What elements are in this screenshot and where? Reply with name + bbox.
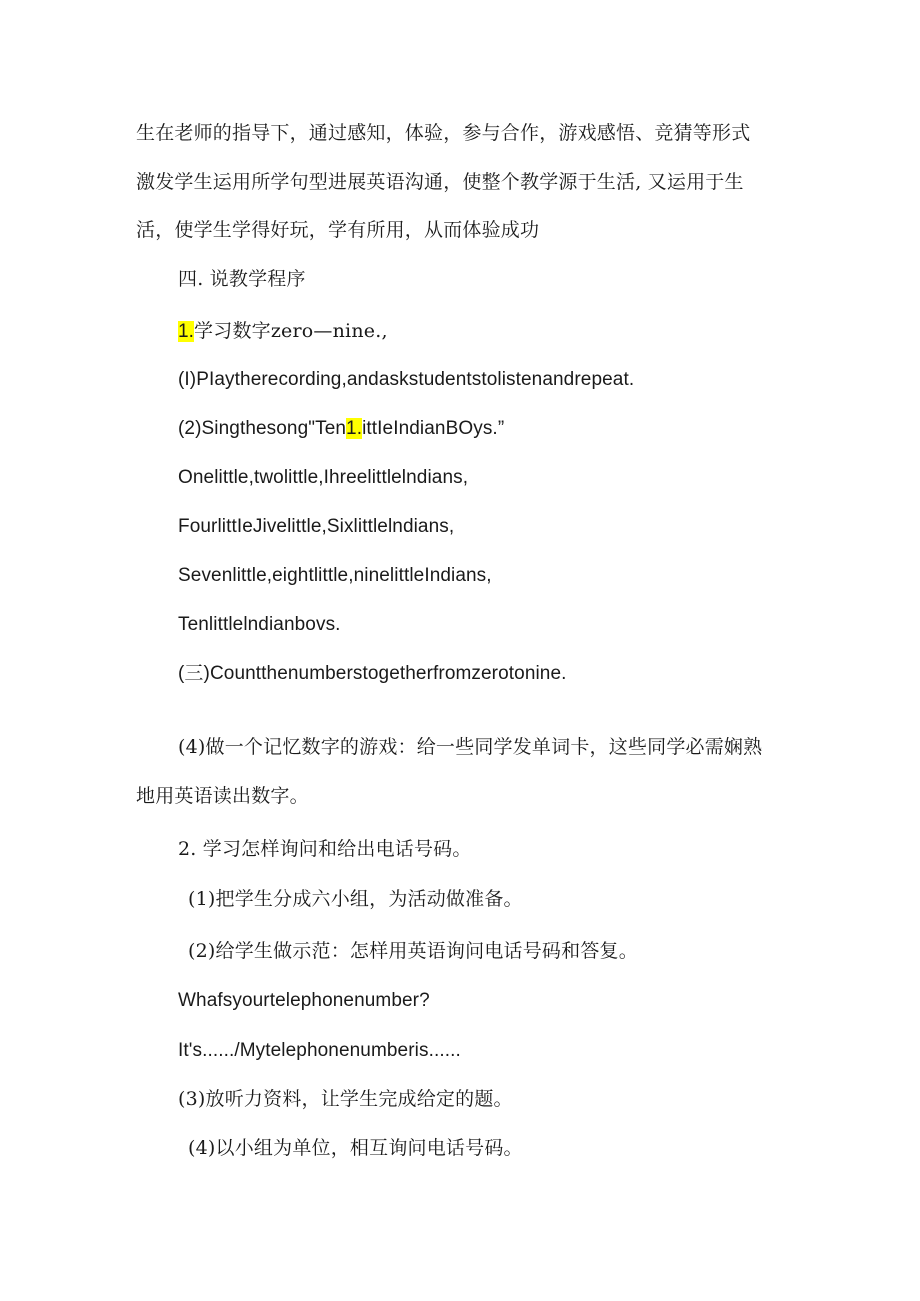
dialog-line-2: It's....../Mytelephonenumberis......: [178, 1040, 461, 1061]
step1-item-3: (三)Countthenumberstogetherfromzerotonine.: [178, 663, 567, 684]
step1-item-2-prefix: (2)Singthesong"Ten: [178, 418, 347, 439]
step1-item-1: (I)PIaytherecording,andaskstudentstolistenandrepeat.: [178, 369, 635, 390]
step1-item-2-highlight: 1.: [346, 418, 363, 439]
step1-number-highlight: 1.: [178, 321, 195, 342]
step1-title: 学习数字zero—nine.,: [194, 320, 388, 342]
intro-line-3: 活，使学生学得好玩，学有所用，从而体验成功: [136, 219, 540, 241]
step1-item-2: [178, 416, 504, 442]
step2-item-4: (4)以小组为单位，相互询问电话号码。: [188, 1137, 523, 1159]
step2-item-1: (1)把学生分成六小组，为活动做准备。: [188, 888, 523, 910]
step2-item-3: (3)放听力资料，让学生完成给定的题。: [178, 1088, 513, 1110]
step1-item-4-line-1: (4)做一个记忆数字的游戏：给一些同学发单词卡，这些同学必需娴熟: [178, 736, 763, 758]
intro-line-2: 激发学生运用所学句型进展英语沟通，使整个教学源于生活, 又运用于生: [136, 171, 744, 193]
step1-heading: [178, 318, 388, 345]
step1-item-2-suffix: ittIeIndianBOys.”: [362, 418, 505, 439]
step1-item-4-line-2: 地用英语读出数字。: [136, 785, 309, 807]
step2-item-2: (2)给学生做示范：怎样用英语询问电话号码和答复。: [188, 940, 638, 962]
song-line-1: Onelittle,twolittle,Ihreelittlelndians,: [178, 467, 469, 488]
step2-title: 2. 学习怎样询问和给出电话号码。: [178, 838, 472, 860]
song-line-4: Tenlittlelndianbovs.: [178, 614, 341, 635]
intro-line-1: 生在老师的指导下，通过感知，体验，参与合作，游戏感悟、竞猜等形式: [136, 122, 751, 144]
section-heading: 四. 说教学程序: [178, 268, 306, 290]
song-line-3: Sevenlittle,eightlittle,ninelittleIndians,: [178, 565, 492, 586]
dialog-line-1: Whafsyourtelephonenumber?: [178, 990, 430, 1011]
song-line-2: FourlittIeJivelittle,Sixlittlelndians,: [178, 516, 455, 537]
